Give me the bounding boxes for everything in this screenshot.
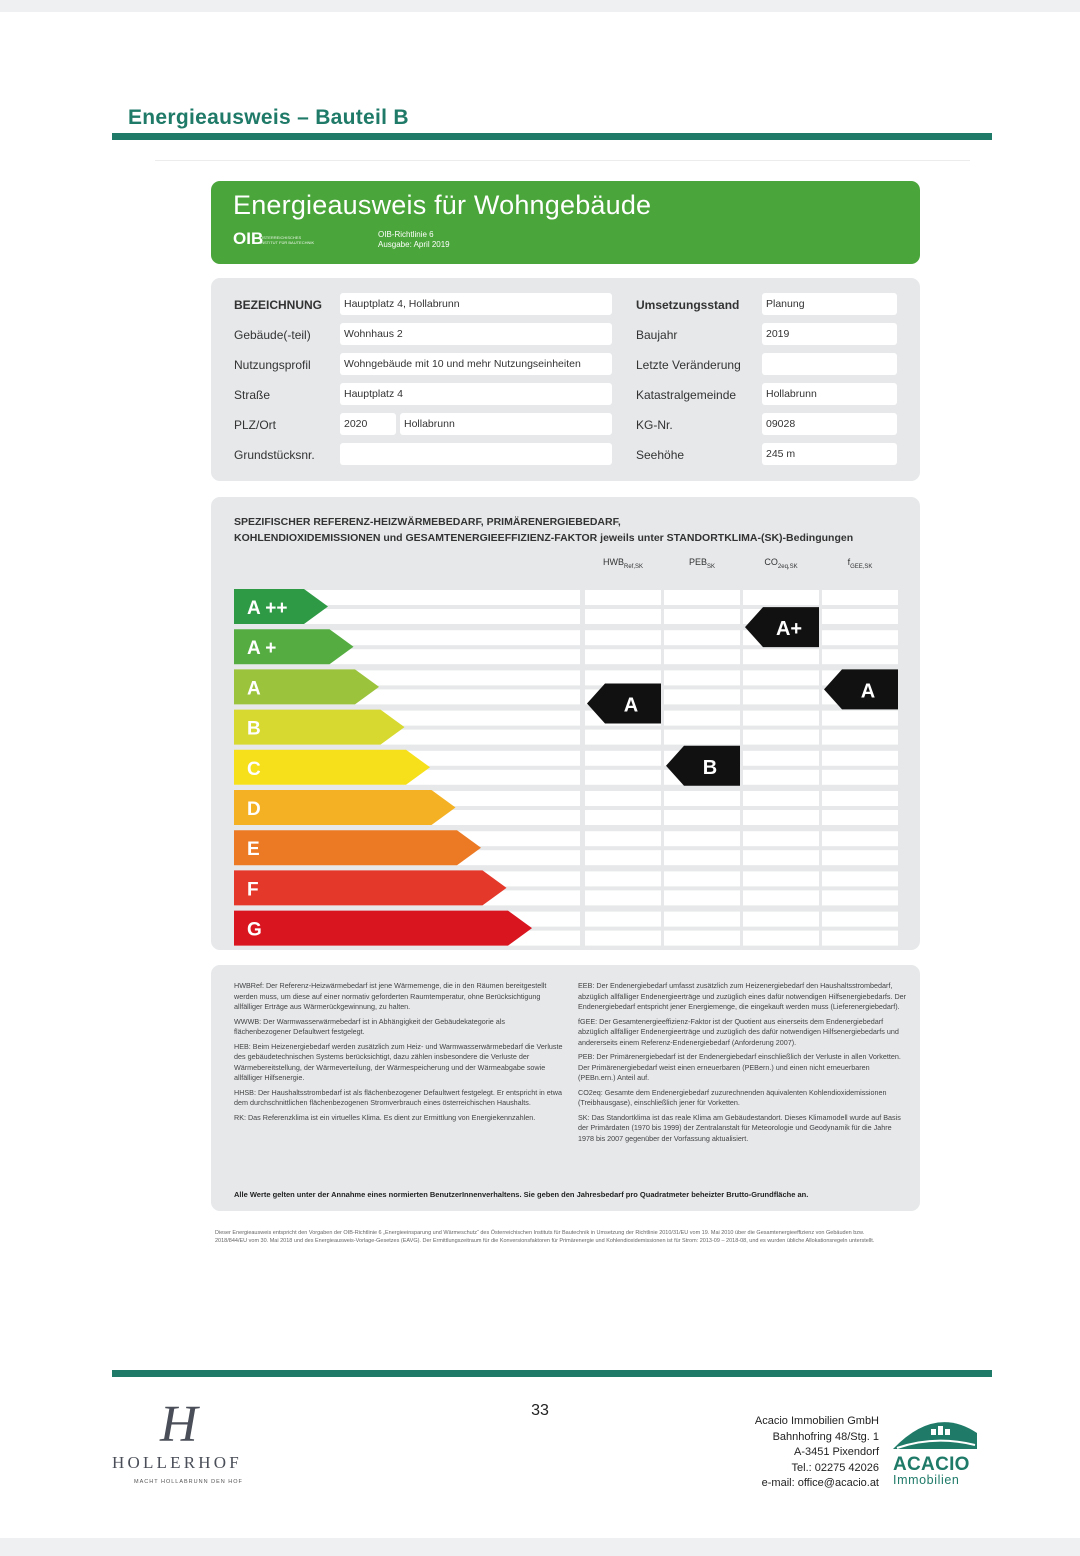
class-label: G xyxy=(247,919,262,941)
field-seehoehe: 245 m xyxy=(762,443,897,465)
grid-cell xyxy=(822,609,898,624)
grid-cell xyxy=(585,810,661,825)
def-peb: PEB: Der Primärenergiebedarf ist der Endenergiebedarf einschließlich der Verluste in allen Vorketten. Der Primärenergiebedarf weist einen erneuerbaren (PEBern.) und einen nicht erneuerbaren (PEBn.ern.) Anteil auf. xyxy=(578,1052,901,1082)
grid-cell xyxy=(743,711,819,726)
label-strasse: Straße xyxy=(234,388,271,402)
acacio-wordmark: ACACIO xyxy=(893,1454,970,1475)
acacio-house-icon xyxy=(889,1415,981,1455)
class-label: C xyxy=(247,758,261,780)
def-rk: RK: Das Referenzklima ist ein virtuelles Klima. Es dient zur Ermittlung von Energiekennzahlen. xyxy=(234,1112,536,1122)
grid-cell xyxy=(585,670,661,685)
grid-cell xyxy=(664,630,740,645)
grid-cell xyxy=(822,890,898,905)
class-arrow-e xyxy=(234,830,481,865)
top-divider xyxy=(112,133,992,140)
rating-label: B xyxy=(702,756,718,779)
grid-cell xyxy=(822,770,898,785)
grid-cell xyxy=(822,630,898,645)
grid-cell xyxy=(664,791,740,806)
grid-cell xyxy=(664,831,740,846)
label-gebaeude: Gebäude(-teil) xyxy=(234,328,311,342)
field-ort: Hollabrunn xyxy=(400,413,612,435)
grid-cell xyxy=(743,871,819,886)
legal-footnote: Dieser Energieausweis entspricht den Vorgaben der OIB-Richtlinie 6 „Energieeinsparung und Wärmeschutz“ des Österreichischen Instituts für Bautechnik in Umsetzung der Richtlinie 2010/31/EU vom 19. Mai 2010 über die Gesamtenergieeffizienz von Gebäuden bzw. 2018/844/EU vom 30. Mai 2018 und des Energieausweis-Vorlage-Gesetzes (EAVG). Der Ermittlungszeitraum für die Konversionsfaktoren für Primärenergie und Kohlendioxidemissionen ist für Strom: 2013-09 – 2018-08, und es wurden übliche Allokationsregeln unterstellt. xyxy=(215,1230,875,1244)
def-co2eq: CO2eq: Gesamte dem Endenergiebedarf zuzurechnenden äquivalenten Kohlendioxidemissionen (Treibhausgase), einschließlich jener für Vorketten. xyxy=(578,1087,887,1107)
grid-cell xyxy=(743,890,819,905)
col-fgee-main: f xyxy=(847,557,851,567)
class-label: A xyxy=(247,678,261,700)
energy-class-panel xyxy=(211,497,920,950)
oib-meta xyxy=(378,230,450,250)
grid-cell xyxy=(585,609,661,624)
field-nutzungsprofil: Wohngebäude mit 10 und mehr Nutzungseinheiten xyxy=(340,353,612,375)
def-wwwb: WWWB: Der Warmwasserwärmebedarf ist in Abhängigkeit der Gebäudekategorie als flächenbezogener Defaultwert festgelegt. xyxy=(234,1016,505,1036)
oib-logo: OIB xyxy=(233,229,264,248)
grid-cell xyxy=(585,770,661,785)
energy-class-chart xyxy=(211,497,920,950)
hollerhof-logo xyxy=(112,1395,258,1505)
grid-cell xyxy=(743,770,819,785)
class-label: B xyxy=(247,718,261,740)
grid-cell xyxy=(664,590,740,605)
label-grundstuecksnr: Grundstücksnr. xyxy=(234,448,315,462)
grid-cell xyxy=(822,912,898,927)
def-fgee: fGEE: Der Gesamtenergieeffizienz-Faktor ist der Quotient aus einerseits dem Endenergiebedarf abzüglich allfälliger Endenergieerträge und zuzüglich des dafür notwendigen Hilfsenergiebedarfs und andererseits einem Referenz-Endenergiebedarf (Anforderung 2007). xyxy=(578,1016,899,1047)
label-baujahr: Baujahr xyxy=(636,328,678,342)
acacio-subtitle: Immobilien xyxy=(893,1473,960,1487)
rating-label: A xyxy=(623,694,639,717)
grid-cell xyxy=(585,912,661,927)
oib-edition: Ausgabe: April 2019 xyxy=(378,240,450,249)
grid-cell xyxy=(822,730,898,745)
col-co2-main: CO xyxy=(764,557,778,567)
grid-cell xyxy=(664,850,740,865)
acacio-logo xyxy=(889,1415,981,1490)
grid-cell xyxy=(743,791,819,806)
class-arrow-g xyxy=(234,911,532,946)
hollerhof-name: HOLLERHOF xyxy=(112,1453,242,1472)
grid-cell xyxy=(822,711,898,726)
col-co2-sub: 2eq,SK xyxy=(777,563,798,570)
col-peb-main: PEB xyxy=(688,557,707,567)
grid-cell xyxy=(822,649,898,664)
label-umsetzungsstand: Umsetzungsstand xyxy=(636,298,740,312)
def-eeb: EEB: Der Endenergiebedarf umfasst zusätzlich zum Heizenergiebedarf den Haushaltsstrombedarf, abzüglich allfälliger Endenergieerträge und zuzüglich eines dafür notwendigen Hilfsenergiebedarfs. Der Endenergiebedarf entspricht jener Energiemenge, die eingekauft werden muss (Lieferenergiebedarf). xyxy=(578,981,907,1011)
col-peb-sub: SK xyxy=(707,563,716,570)
grid-cell xyxy=(664,609,740,624)
def-sk: SK: Das Standortklima ist das reale Klima am Gebäudestandort. Dieses Klimamodell wurde auf Basis der Primärdaten (1970 bis 1999) der Zentralanstalt für Meteorologie und Geodynamik für die Jahre 1978 bis 2007 gegenüber der Vorfassung aktualisiert. xyxy=(578,1112,901,1143)
grid-cell xyxy=(743,850,819,865)
label-kg-nr: KG-Nr. xyxy=(636,418,673,432)
bottom-divider xyxy=(112,1370,992,1377)
grid-cell xyxy=(822,810,898,825)
grid-cell xyxy=(664,912,740,927)
chart-heading-line2: KOHLENDIOXIDEMISSIONEN und GESAMTENERGIEEFFIZIENZ-FAKTOR jeweils unter STANDORTKLIMA-(SK)-Bedingungen xyxy=(234,532,854,544)
grid-cell xyxy=(743,590,819,605)
grid-cell xyxy=(822,590,898,605)
def-hwb: HWBRef: Der Referenz-Heizwärmebedarf ist jene Wärmemenge, die in den Räumen bereitgestellt werden muss, um diese auf einer normativ geforderten Raumtemperatur, ohne Berücksichtigung allfälliger Erträge aus Wärmerückgewinnung, zu halten. xyxy=(234,981,547,1011)
address-phone: Tel.: 02275 42026 xyxy=(791,1461,879,1474)
col-hwb-sub: Ref,SK xyxy=(623,563,643,570)
page-title: Energieausweis – Bauteil B xyxy=(128,106,409,129)
oib-guideline: OIB-Richtlinie 6 xyxy=(378,230,434,239)
grid-cell xyxy=(664,649,740,664)
field-bezeichnung: Hauptplatz 4, Hollabrunn xyxy=(340,293,612,315)
hollerhof-monogram: H xyxy=(160,1396,198,1453)
grid-cell xyxy=(743,689,819,704)
grid-cell xyxy=(585,931,661,946)
label-nutzungsprofil: Nutzungsprofil xyxy=(234,358,311,372)
address-street: Bahnhofring 48/Stg. 1 xyxy=(772,1430,879,1443)
hollerhof-tagline: MACHT HOLLABRUNN DEN HOF xyxy=(134,1479,243,1485)
grid-cell xyxy=(664,890,740,905)
class-label: A + xyxy=(247,638,277,660)
label-bezeichnung: BEZEICHNUNG xyxy=(234,298,323,312)
grid-cell xyxy=(664,810,740,825)
grid-cell xyxy=(822,850,898,865)
certificate-header xyxy=(211,181,920,264)
page xyxy=(0,12,1080,1538)
grid-cell xyxy=(585,890,661,905)
grid-cell xyxy=(743,931,819,946)
grid-cell xyxy=(585,730,661,745)
rating-label: A+ xyxy=(775,618,803,641)
grid-cell xyxy=(822,931,898,946)
grid-cell xyxy=(585,630,661,645)
field-gebaeude: Wohnhaus 2 xyxy=(340,323,612,345)
col-fgee-sub: GEE,SK xyxy=(850,563,873,570)
rating-label: A xyxy=(860,680,876,703)
grid-cell xyxy=(585,791,661,806)
def-heb: HEB: Beim Heizenergiebedarf werden zusätzlich zum Heiz- und Warmwasserwärmebedarf die Verluste des gebäudetechnischen Systems berücksichtigt, dazu zählen insbesondere die Verluste der Wärmebereitstellung, der Wärmeverteilung, der Wärmespeicherung und der Wärmeabgabe sowie allfälliger Hilfsenergie. xyxy=(234,1041,563,1082)
class-label: A ++ xyxy=(247,598,288,619)
grid-cell xyxy=(585,850,661,865)
grid-cell xyxy=(822,871,898,886)
grid-cell xyxy=(822,831,898,846)
class-label: D xyxy=(247,799,261,820)
address-email[interactable]: e-mail: office@acacio.at xyxy=(761,1477,879,1489)
label-letzte-veraenderung: Letzte Veränderung xyxy=(636,358,741,372)
label-seehoehe: Seehöhe xyxy=(636,448,685,462)
grid-cell xyxy=(743,670,819,685)
grid-cell xyxy=(664,711,740,726)
grid-cell xyxy=(585,751,661,766)
grid-cell xyxy=(822,751,898,766)
col-hwb-main: HWB xyxy=(602,557,624,567)
class-arrow-d xyxy=(234,790,456,825)
oib-logo-subtitle: ÖSTERREICHISCHES INSTITUT FÜR BAUTECHNIK xyxy=(260,235,315,245)
field-grundstuecksnr xyxy=(340,443,612,465)
label-plz-ort: PLZ/Ort xyxy=(234,418,277,432)
class-label: E xyxy=(247,839,260,861)
grid-cell xyxy=(585,590,661,605)
definitions-left xyxy=(234,981,564,1127)
grid-cell xyxy=(743,730,819,745)
class-label: F xyxy=(247,879,259,901)
field-letzte-veraenderung xyxy=(762,353,897,375)
grid-cell xyxy=(743,912,819,927)
grid-cell xyxy=(585,831,661,846)
grid-cell xyxy=(585,649,661,664)
field-kg-nr: 09028 xyxy=(762,413,897,435)
address-city: A-3451 Pixendorf xyxy=(794,1446,879,1458)
grid-cell xyxy=(743,831,819,846)
grid-cell xyxy=(664,670,740,685)
grid-cell xyxy=(743,751,819,766)
class-arrow-c xyxy=(234,750,430,785)
grid-cell xyxy=(585,871,661,886)
company-address xyxy=(700,1414,879,1492)
building-info-panel xyxy=(211,278,920,481)
field-plz: 2020 xyxy=(340,413,396,435)
grid-cell xyxy=(664,931,740,946)
class-arrow-f xyxy=(234,870,507,905)
page-number: 33 xyxy=(531,1402,549,1419)
grid-cell xyxy=(743,810,819,825)
definitions-panel xyxy=(211,965,920,1211)
def-hhsb: HHSB: Der Haushaltsstrombedarf ist als flächenbezogener Defaultwert festgelegt. Er entspricht in etwa dem durchschnittlichen flächenbezogenen Stromverbrauch eines österreichischen Haushalts. xyxy=(234,1087,562,1107)
grid-cell xyxy=(743,649,819,664)
chart-heading-line1: SPEZIFISCHER REFERENZ-HEIZWÄRMEBEDARF, PRIMÄRENERGIEBEDARF, xyxy=(234,516,621,528)
values-note: Alle Werte gelten unter der Annahme eines normierten BenutzerInnenverhaltens. Sie geben den Jahresbedarf pro Quadratmeter beheizter Brutto-Grundfläche an. xyxy=(234,1190,809,1199)
address-company: Acacio Immobilien GmbH xyxy=(754,1415,879,1427)
field-umsetzungsstand: Planung xyxy=(762,293,897,315)
field-strasse: Hauptplatz 4 xyxy=(340,383,612,405)
certificate-title: Energieausweis für Wohngebäude xyxy=(233,190,652,220)
grid-cell xyxy=(822,791,898,806)
label-katastralgemeinde: Katastralgemeinde xyxy=(636,388,737,402)
grid-cell xyxy=(664,689,740,704)
field-baujahr: 2019 xyxy=(762,323,897,345)
definitions-right xyxy=(578,981,908,1148)
grid-cell xyxy=(664,871,740,886)
grid-cell xyxy=(664,730,740,745)
field-katastralgemeinde: Hollabrunn xyxy=(762,383,897,405)
